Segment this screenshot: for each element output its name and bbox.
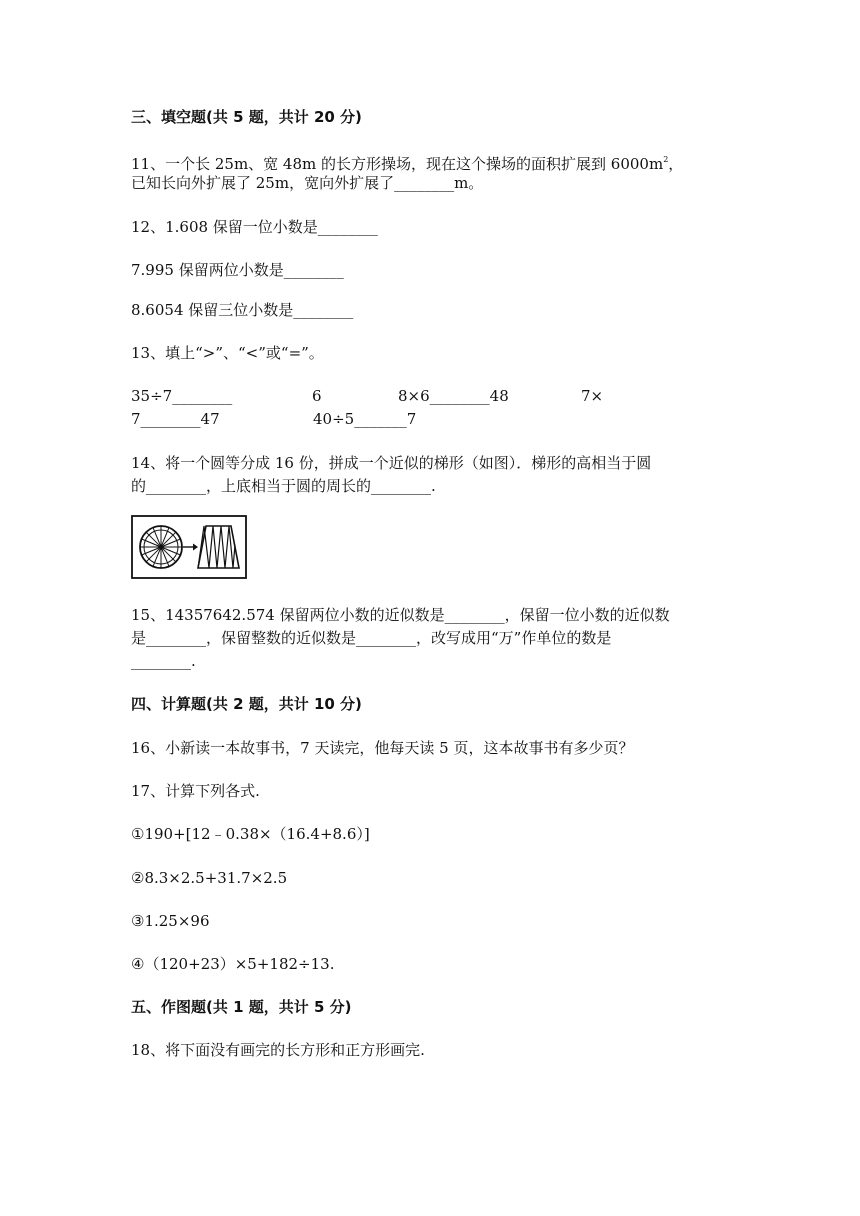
q17-expression-3: ③1.25×96 bbox=[131, 912, 210, 930]
q17-expression-4: ④（120+23）×5+182÷13. bbox=[131, 955, 335, 973]
q11-text-end: ， bbox=[668, 155, 684, 173]
trapezoid-icon bbox=[198, 526, 239, 568]
section-4-title: 四、计算题(共 2 题，共计 10 分) bbox=[131, 695, 362, 713]
q13-items bbox=[131, 385, 731, 431]
q15-line-3: ________. bbox=[131, 652, 196, 670]
q12-line-b: 7.995 保留两位小数是________ bbox=[131, 261, 344, 279]
section-5-title: 五、作图题(共 1 题，共计 5 分) bbox=[131, 998, 352, 1016]
q12-line-c: 8.6054 保留三位小数是________ bbox=[131, 301, 354, 319]
section-3-title: 三、填空题(共 5 题，共计 20 分) bbox=[131, 108, 362, 126]
divided-circle-icon bbox=[140, 526, 182, 568]
q13-item-1-value: 6 bbox=[312, 387, 322, 405]
arrow-right-icon bbox=[183, 544, 198, 551]
q13-item-2: 8×6________48 bbox=[398, 387, 509, 405]
q11-line-2: 已知长向外扩展了 25m，宽向外扩展了________m。 bbox=[131, 174, 484, 192]
circle-to-trapezoid-figure bbox=[131, 515, 247, 579]
q17-stem: 17、计算下列各式. bbox=[131, 782, 260, 800]
q14-line-2: 的________，上底相当于圆的周长的________. bbox=[131, 477, 436, 495]
q16-text: 16、小新读一本故事书，7 天读完，他每天读 5 页，这本故事书有多少页？ bbox=[131, 739, 634, 757]
q12-line-a: 12、1.608 保留一位小数是________ bbox=[131, 218, 378, 236]
q18-text: 18、将下面没有画完的长方形和正方形画完. bbox=[131, 1041, 425, 1059]
q11-text: 11、一个长 25m、宽 48m 的长方形操场，现在这个操场的面积扩展到 6000m bbox=[131, 155, 664, 173]
q15-line-2: 是________，保留整数的近似数是________，改写成用“万”作单位的数是 bbox=[131, 629, 612, 647]
q13-item-3-part-a: 7× bbox=[581, 387, 604, 405]
q15-line-1: 15、14357642.574 保留两位小数的近似数是________，保留一位小数的近似数 bbox=[131, 606, 670, 624]
q14-line-1: 14、将一个圆等分成 16 份，拼成一个近似的梯形（如图）．梯形的高相当于圆 bbox=[131, 454, 652, 472]
q13-stem: 13、填上“>”、“<”或“=”。 bbox=[131, 344, 324, 362]
q17-expression-2: ②8.3×2.5+31.7×2.5 bbox=[131, 869, 288, 887]
q17-expression-1: ①190+[12﹣0.38×（16.4+8.6）] bbox=[131, 825, 370, 843]
q13-item-3-part-b: 7________47 bbox=[131, 410, 220, 428]
q13-item-1: 35÷7________ bbox=[131, 387, 233, 405]
q11-superscript: 2 bbox=[663, 155, 669, 164]
q13-item-4: 40÷5_______7 bbox=[313, 410, 417, 428]
